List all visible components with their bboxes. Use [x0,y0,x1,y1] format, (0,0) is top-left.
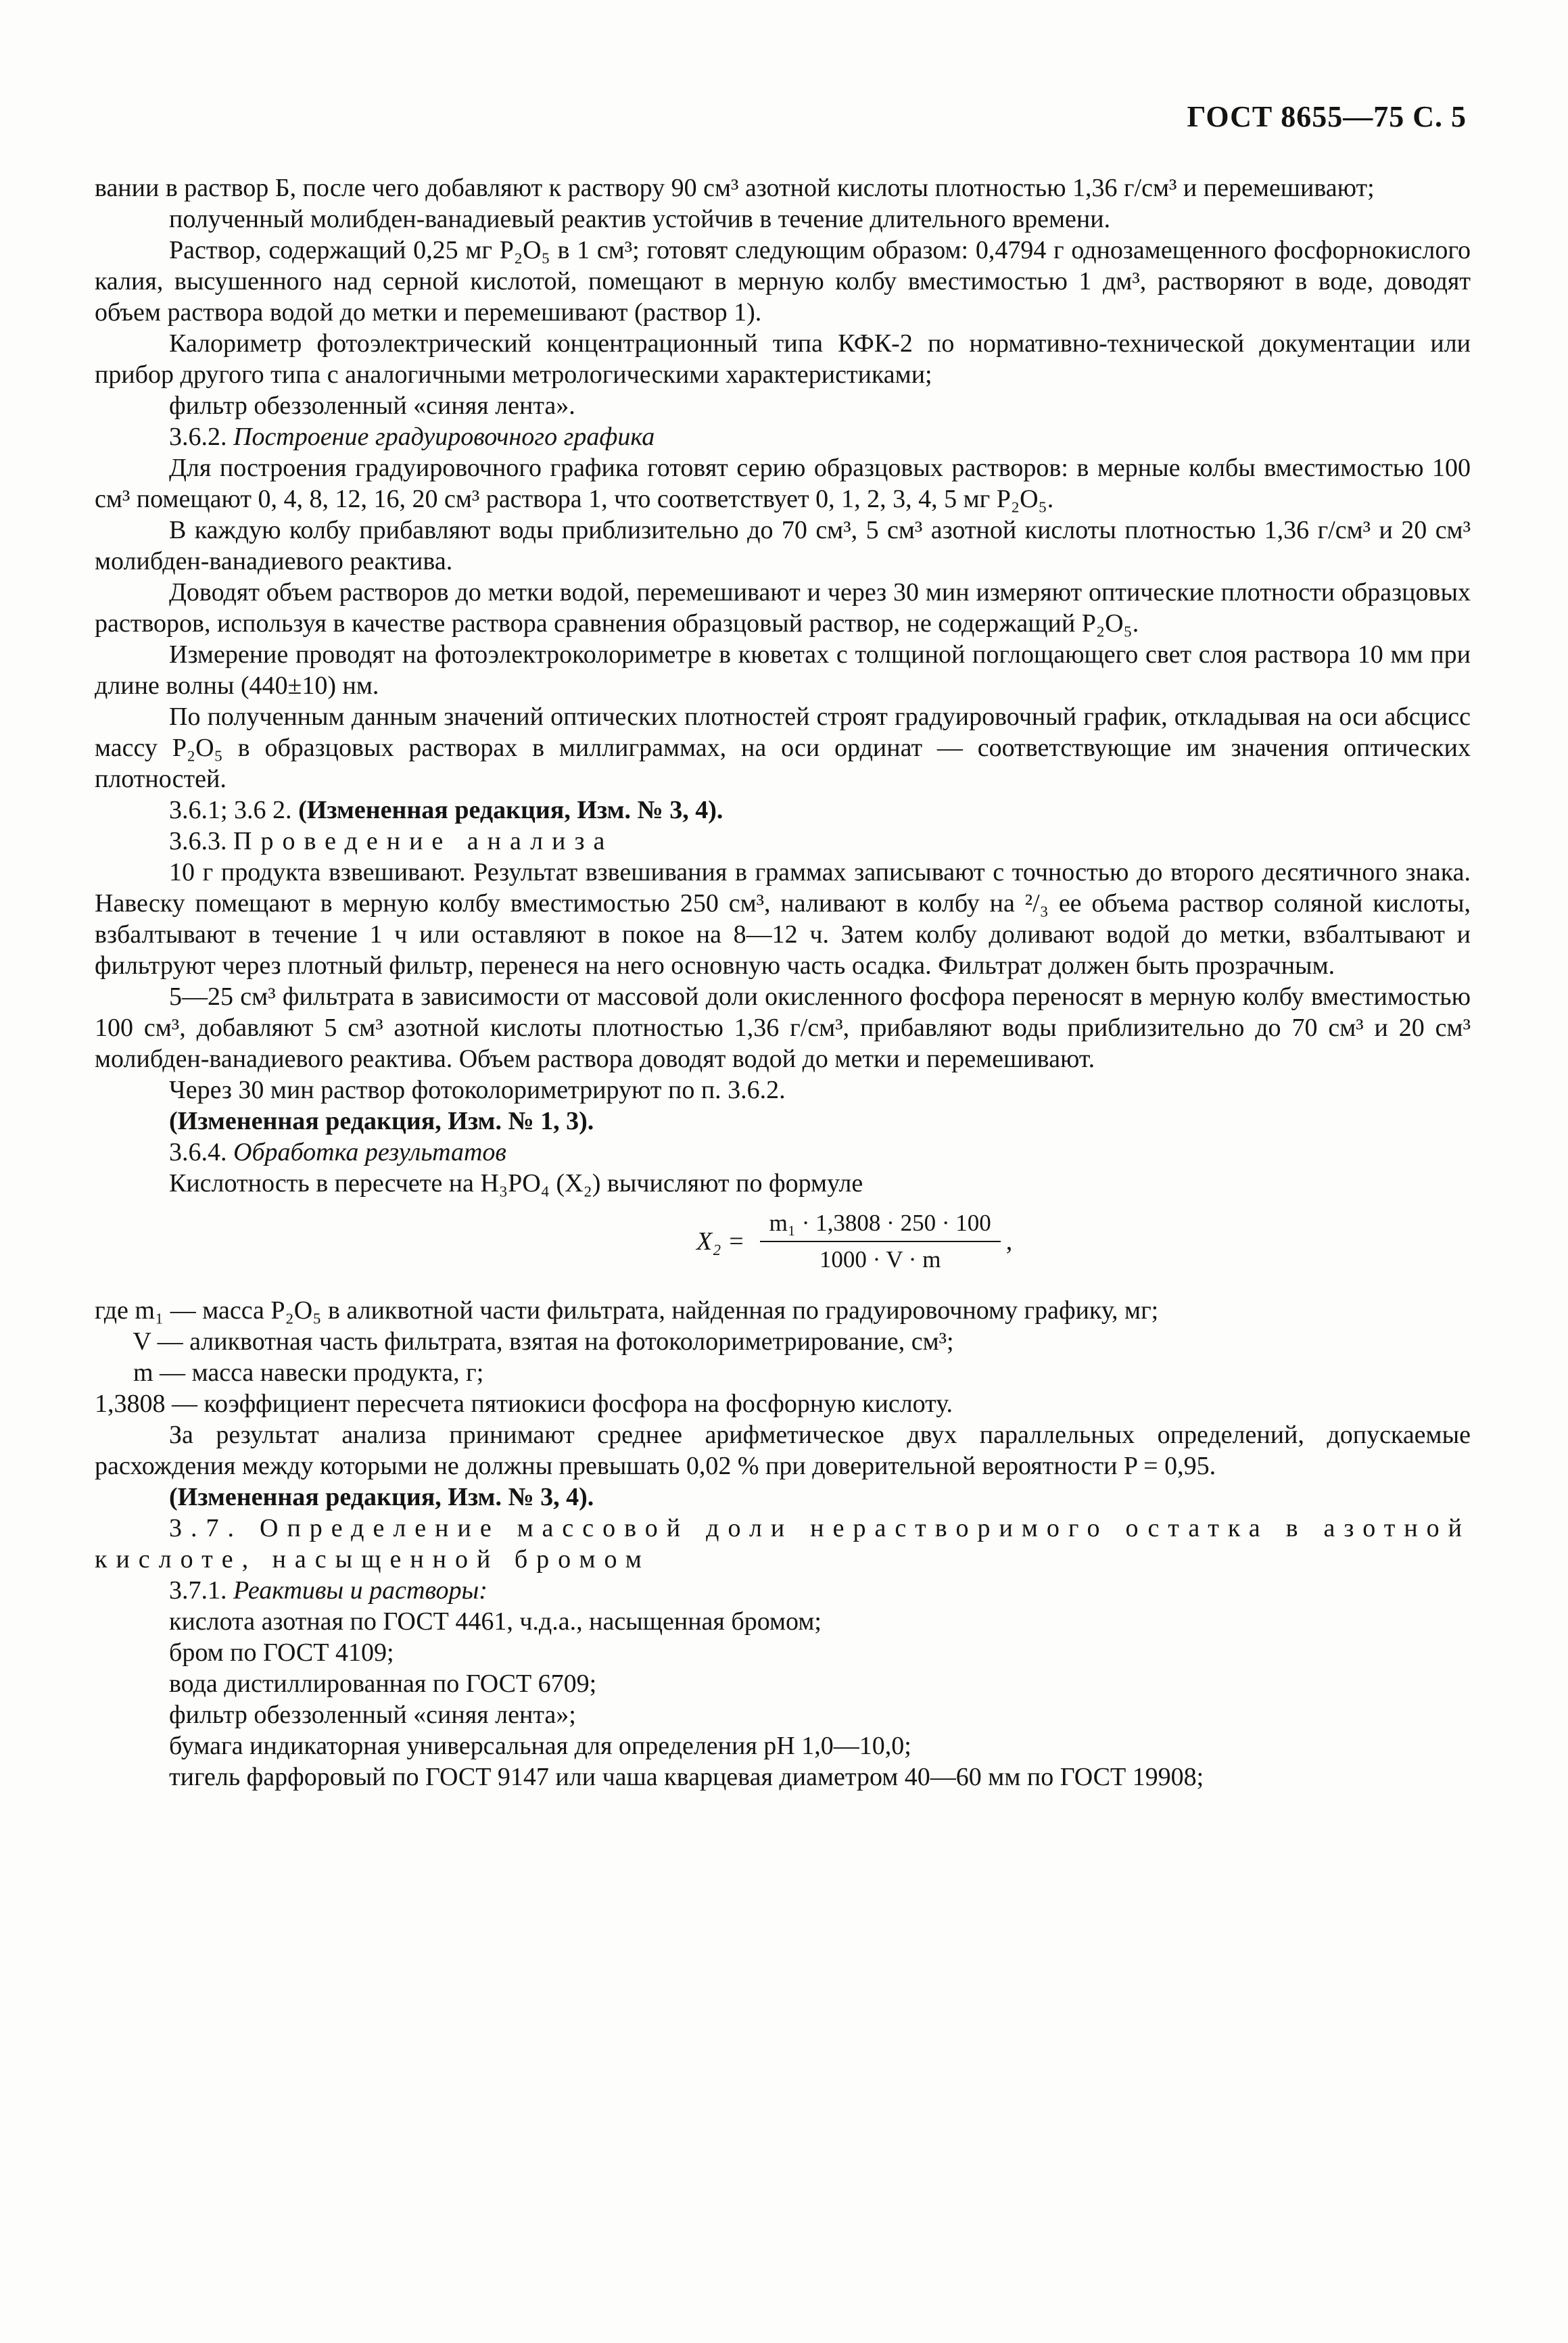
section-number: 3.6.3. [169,827,227,855]
formula-denominator: 1000 · V · m [819,1246,941,1273]
section-title: Реактивы и растворы: [233,1576,488,1605]
definition-item [95,1388,1471,1419]
section-heading [95,421,1471,452]
definition-text: масса P₂O₅ в аликвотной части фильтрата, найденная по градуировочному графику, мг; [202,1296,1159,1325]
section-title: Обработка результатов [233,1138,506,1166]
formula-numerator: m₁ · 1,3808 · 250 · 100 [760,1208,1001,1242]
paragraph: Раствор, содержащий 0,25 мг P₂O₅ в 1 см³; готовят следующим образом: 0,4794 г однозамещенного фосфорнокислого калия, высушенного над серной кислотой, помещают в мерную колбу вместимостью 1 дм³, растворяют в воде, доводят объем раствора водой до метки и перемешивают (раствор 1). [95,236,1471,327]
paragraph: Через 30 мин раствор фотоколориметрируют по п. 3.6.2. [169,1076,786,1104]
section-number: 3.6.4. [169,1138,227,1166]
list-item: бром по ГОСТ 4109; [169,1638,394,1667]
paragraph: 10 г продукта взвешивают. Результат взвешивания в граммах записывают с точностью до второго десятичного знака. Навеску помещают в мерную колбу вместимостью 250 см³, наливают в колбу на ²/₃ ее объема раствор соляной кислоты, взбалтывают в течение 1 ч или оставляют в покое на 8—12 ч. Затем колбу доливают водой до метки, взбалтывают и фильтруют через плотный фильтр, перенеся на него основную часть осадка. Фильтрат должен быть прозрачным. [95,858,1471,980]
paragraph: полученный молибден-ванадиевый реактив устойчив в течение длительного времени. [169,205,1111,233]
definition-item [95,1295,1471,1326]
document-body [95,172,1471,1793]
section-number: 3.6.2. [169,423,227,451]
paragraph: По полученным данным значений оптических плотностей строят градуировочный график, откладывая на оси абсцисс массу P₂O₅ в образцовых растворах в миллиграммах, на оси ординат — соответствующие им значения оптических плотностей. [95,703,1471,793]
formula-tail: , [1005,1227,1013,1256]
formula-fraction [760,1208,1001,1275]
paragraph: Кислотность в пересчете на H₃PO₄ (X₂) вычисляют по формуле [169,1169,863,1198]
list-item: фильтр обеззоленный «синяя лента»; [169,1701,576,1729]
paragraph: Доводят объем растворов до метки водой, перемешивают и через 30 мин измеряют оптические плотности образцовых растворов, используя в качестве раствора сравнения образцовый раствор, не содержащий P₂O₅. [95,578,1471,638]
paragraph: За результат анализа принимают среднее арифметическое двух параллельных определений, допускаемые расхождения между которыми не должны превышать 0,02 % при доверительной вероятности P = 0,95. [95,1421,1471,1480]
definition-text: коэффициент пересчета пятиокиси фосфора на фосфорную кислоту. [204,1390,953,1418]
section-title: Проведение анализа [233,827,614,855]
amendment-ref: 3.6.1; 3.6 2. [169,796,292,824]
definition-item [95,1326,1471,1357]
section-heading [95,1137,1471,1168]
section-heading [95,1575,1471,1606]
section-heading [95,826,1471,857]
paragraph: Измерение проводят на фотоэлектроколориметре в кюветах с толщиной поглощающего свет слоя раствора 10 мм при длине волны (440±10) нм. [95,640,1471,700]
list-item: бумага индикаторная универсальная для определения pH 1,0—10,0; [169,1732,911,1760]
formula-lhs: X₂ = [696,1227,745,1256]
definition-symbol: где m₁ — [95,1296,203,1325]
definition-text: аликвотная часть фильтрата, взятая на фотоколориметрирование, см³; [189,1327,954,1356]
definition-text: масса навески продукта, г; [191,1358,484,1387]
formula [696,1208,1012,1275]
paragraph: 5—25 см³ фильтрата в зависимости от массовой доли окисленного фосфора переносят в мерную колбу вместимостью 100 см³, добавляют 5 см³ азотной кислоты плотностью 1,36 г/см³, прибавляют воды приблизительно до 70 см³ и 20 см³ молибден-ванадиевого реактива. Объем раствора доводят водой до метки и перемешивают. [95,983,1471,1073]
section-number: 3.7.1. [169,1576,227,1605]
reagents-list [95,1606,1471,1793]
section-title: Построение градуировочного графика [233,423,655,451]
amendment-note: (Измененная редакция, Изм. № 3, 4). [169,1483,594,1511]
paragraph: Для построения градуировочного графика готовят серию образцовых растворов: в мерные колбы вместимостью 100 см³ помещают 0, 4, 8, 12, 16, 20 см³ раствора 1, что соответствует 0, 1, 2, 3, 4, 5 мг P₂O₅. [95,454,1471,513]
amendment-text: (Измененная редакция, Изм. № 3, 4). [298,796,723,824]
amendment-note [95,795,1471,826]
paragraph: Калориметр фотоэлектрический концентрационный типа КФК-2 по нормативно-технической документации или прибор другого типа с аналогичными метрологическими характеристиками; [95,329,1471,389]
page-header: ГОСТ 8655—75 С. 5 [1187,100,1467,133]
amendment-note: (Измененная редакция, Изм. № 1, 3). [169,1107,594,1135]
paragraph: вании в раствор Б, после чего добавляют к раствору 90 см³ азотной кислоты плотностью 1,36 г/см³ и перемешивают; [95,174,1375,202]
section-heading: 3.7. Определение массовой доли нерастворимого остатка в азотной кислоте, насыщенной бромом [95,1514,1471,1573]
definition-symbol: m — [95,1358,192,1387]
paragraph: В каждую колбу прибавляют воды приблизительно до 70 см³, 5 см³ азотной кислоты плотностью 1,36 г/см³ и 20 см³ молибден-ванадиевого реактива. [95,516,1471,575]
definition-item [95,1357,1471,1388]
definition-symbol: 1,3808 — [95,1390,204,1418]
paragraph: фильтр обеззоленный «синяя лента». [169,392,575,420]
definitions-list [95,1295,1471,1419]
list-item: тигель фарфоровый по ГОСТ 9147 или чаша кварцевая диаметром 40—60 мм по ГОСТ 19908; [169,1763,1204,1791]
formula-block [95,1208,1471,1288]
list-item: вода дистиллированная по ГОСТ 6709; [169,1670,597,1698]
list-item: кислота азотная по ГОСТ 4461, ч.д.а., насыщенная бромом; [169,1607,822,1636]
definition-symbol: V — [95,1327,190,1356]
